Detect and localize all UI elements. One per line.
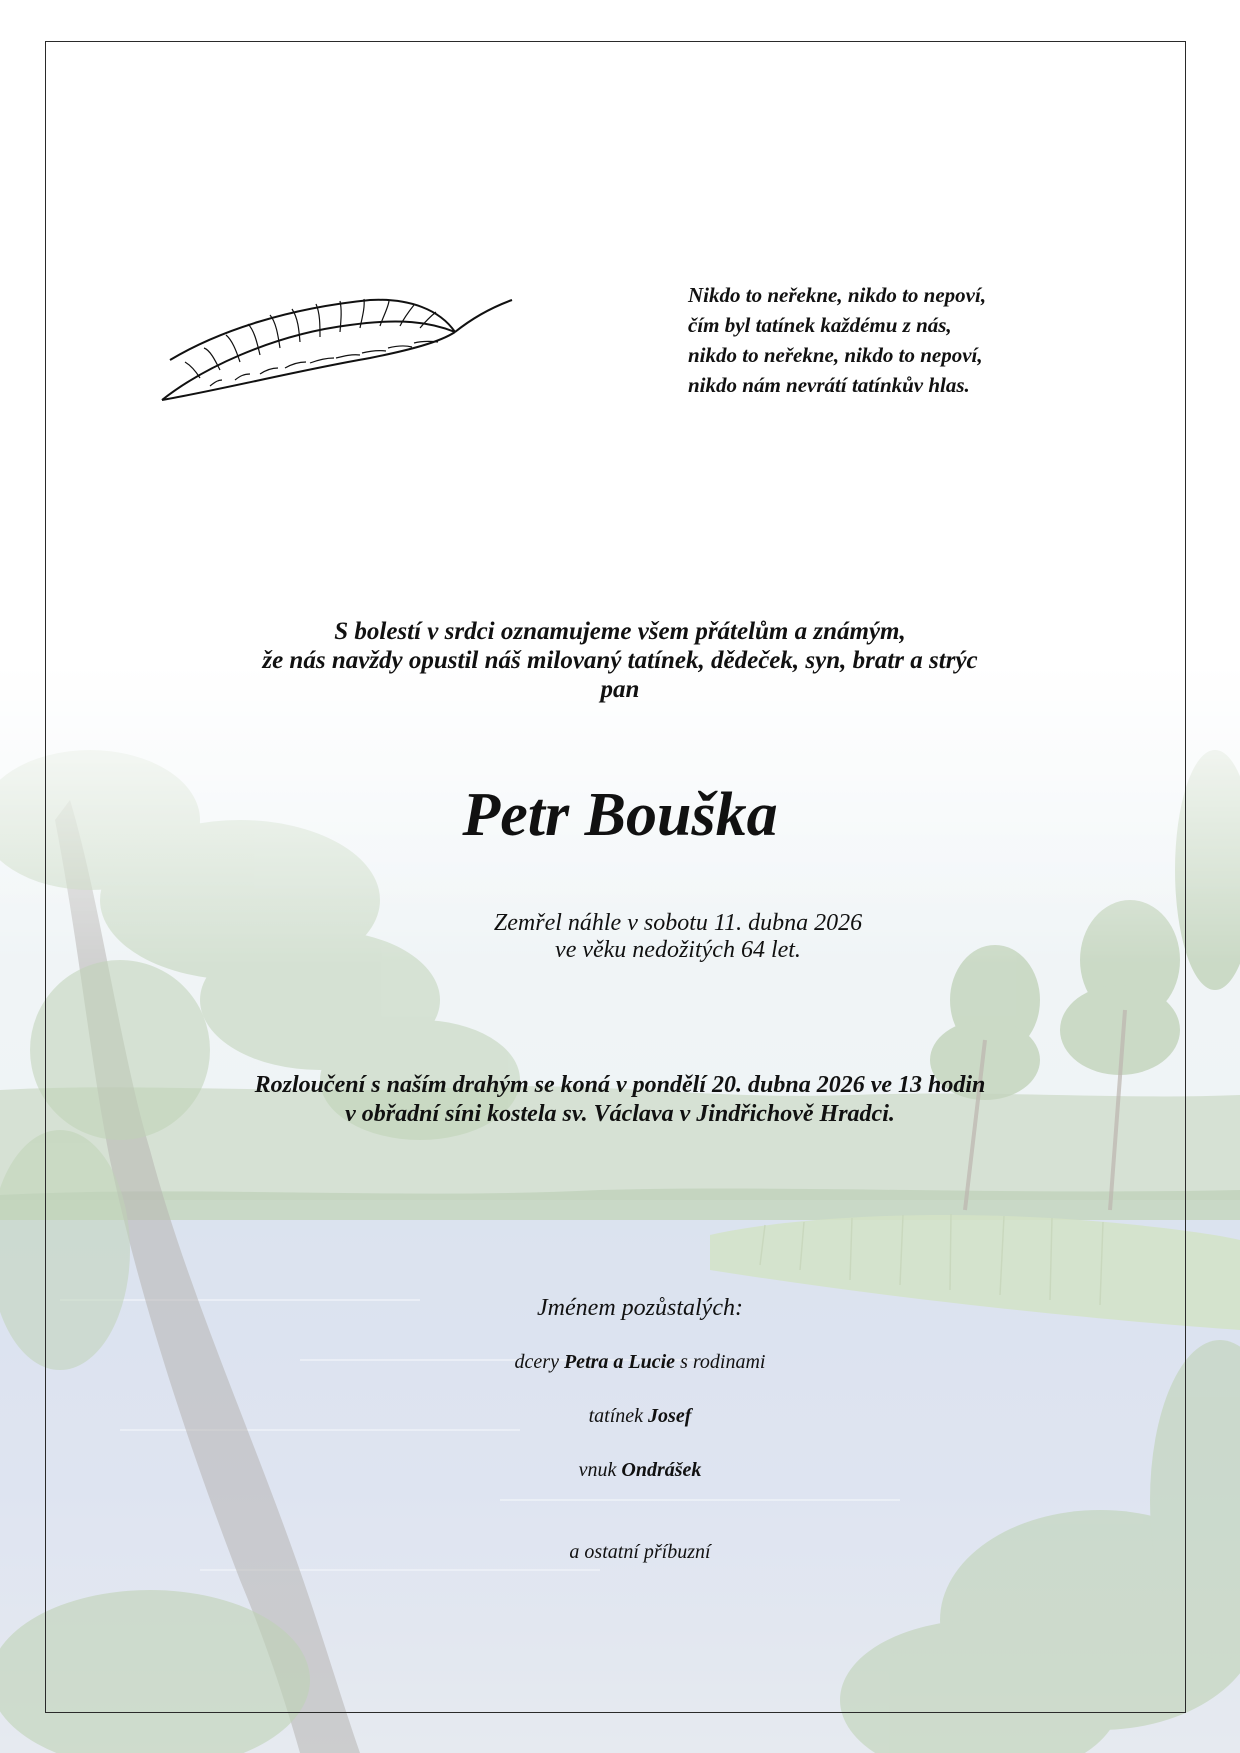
feather-icon bbox=[160, 290, 520, 410]
poem-line: nikdo nám nevrátí tatínkův hlas. bbox=[688, 373, 970, 397]
mourner-names: Ondrášek bbox=[621, 1459, 702, 1481]
announcement-line: pan bbox=[600, 676, 640, 703]
deceased-name: Petr Bouška bbox=[462, 781, 778, 849]
poem-line: Nikdo to neřekne, nikdo to nepoví, bbox=[688, 283, 987, 307]
poem-line: čím byl tatínek každému z nás, bbox=[688, 313, 952, 337]
mourner-others: a ostatní příbuzní bbox=[569, 1541, 711, 1563]
death-info-line: Zemřel náhle v sobotu 11. dubna 2026 bbox=[493, 910, 863, 936]
mourners-title: Jménem pozůstalých: bbox=[537, 1295, 743, 1321]
ceremony-line: v obřadní síni kostela sv. Václava v Jindřichově Hradci. bbox=[345, 1101, 895, 1127]
poem bbox=[688, 280, 1108, 400]
mourner-father bbox=[20, 1404, 1240, 1428]
mourner-daughters bbox=[20, 1350, 1240, 1374]
announcement-line: že nás navždy opustil náš milovaný tatínek, dědeček, syn, bratr a strýc bbox=[262, 647, 978, 674]
poem-line: nikdo to neřekne, nikdo to nepoví, bbox=[688, 343, 983, 367]
mourner-prefix: vnuk bbox=[578, 1459, 617, 1481]
mourner-grandson bbox=[20, 1458, 1240, 1482]
mourner-prefix: tatínek bbox=[588, 1405, 644, 1427]
announcement-line: S bolestí v srdci oznamujeme všem přátelům a známým, bbox=[334, 618, 906, 645]
mourner-names: Petra a Lucie bbox=[563, 1351, 676, 1373]
death-info-line: ve věku nedožitých 64 let. bbox=[555, 937, 801, 963]
ceremony-info bbox=[0, 1071, 1240, 1129]
mourner-prefix: dcery bbox=[514, 1351, 559, 1373]
announcement bbox=[0, 617, 1240, 704]
mourner-names: Josef bbox=[648, 1405, 692, 1427]
ceremony-line: Rozloučení s naším drahým se koná v pondělí 20. dubna 2026 ve 13 hodin bbox=[254, 1072, 986, 1098]
mourner-suffix: s rodinami bbox=[680, 1351, 766, 1373]
death-info bbox=[58, 910, 1240, 964]
